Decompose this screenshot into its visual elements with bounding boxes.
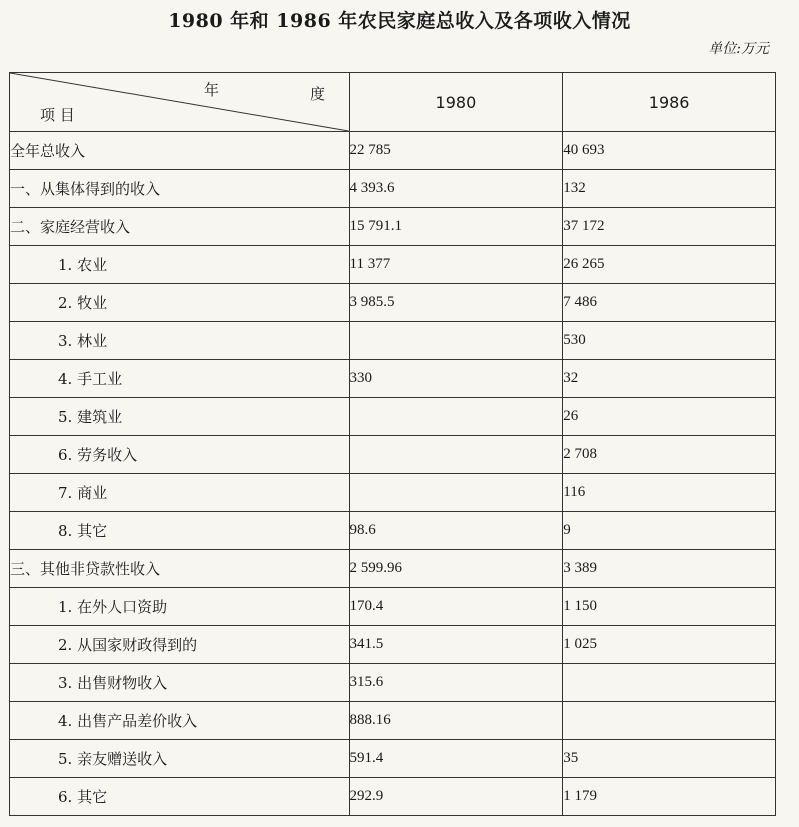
row-label: 1. 农业 bbox=[10, 246, 350, 284]
table-row bbox=[10, 702, 776, 740]
value-1980 bbox=[349, 474, 563, 512]
row-label: 8. 其它 bbox=[10, 512, 350, 550]
table-row bbox=[10, 398, 776, 436]
table-row bbox=[10, 778, 776, 816]
row-label: 2. 牧业 bbox=[10, 284, 350, 322]
row-label: 5. 亲友赠送收入 bbox=[10, 740, 350, 778]
table-row bbox=[10, 664, 776, 702]
value-1980: 888.16 bbox=[349, 702, 563, 740]
row-label: 4. 出售产品差价收入 bbox=[10, 702, 350, 740]
value-1980: 2 599.96 bbox=[349, 550, 563, 588]
value-1980 bbox=[349, 436, 563, 474]
corner-item-label: 项 目 bbox=[40, 106, 75, 124]
value-1980: 330 bbox=[349, 360, 563, 398]
value-1986: 132 bbox=[563, 170, 776, 208]
table-row bbox=[10, 208, 776, 246]
table-row bbox=[10, 322, 776, 360]
row-label: 7. 商业 bbox=[10, 474, 350, 512]
table-row bbox=[10, 626, 776, 664]
value-1986: 26 bbox=[563, 398, 776, 436]
unit-label: 单位:万元 bbox=[708, 41, 769, 57]
value-1980: 22 785 bbox=[349, 132, 563, 170]
row-label: 全年总收入 bbox=[10, 132, 350, 170]
value-1980: 341.5 bbox=[349, 626, 563, 664]
value-1980 bbox=[349, 398, 563, 436]
value-1986: 530 bbox=[563, 322, 776, 360]
value-1980: 3 985.5 bbox=[349, 284, 563, 322]
value-1980: 15 791.1 bbox=[349, 208, 563, 246]
value-1986: 7 486 bbox=[563, 284, 776, 322]
table-row bbox=[10, 360, 776, 398]
income-table bbox=[9, 72, 776, 816]
corner-year-label: 年 bbox=[204, 81, 220, 99]
row-label: 5. 建筑业 bbox=[10, 398, 350, 436]
value-1986: 26 265 bbox=[563, 246, 776, 284]
value-1980 bbox=[349, 322, 563, 360]
value-1980: 98.6 bbox=[349, 512, 563, 550]
header-row bbox=[10, 73, 776, 132]
table-body bbox=[10, 132, 776, 816]
table-row bbox=[10, 436, 776, 474]
corner-du-label: 度 bbox=[310, 85, 326, 103]
value-1986: 116 bbox=[563, 474, 776, 512]
table-row bbox=[10, 512, 776, 550]
value-1986 bbox=[563, 702, 776, 740]
corner-header-cell bbox=[10, 73, 350, 132]
row-label: 一、从集体得到的收入 bbox=[10, 170, 350, 208]
row-label: 三、其他非贷款性收入 bbox=[10, 550, 350, 588]
value-1980: 11 377 bbox=[349, 246, 563, 284]
value-1986: 1 025 bbox=[563, 626, 776, 664]
value-1980: 292.9 bbox=[349, 778, 563, 816]
row-label: 6. 劳务收入 bbox=[10, 436, 350, 474]
value-1986: 3 389 bbox=[563, 550, 776, 588]
value-1980: 315.6 bbox=[349, 664, 563, 702]
row-label: 3. 出售财物收入 bbox=[10, 664, 350, 702]
value-1980: 591.4 bbox=[349, 740, 563, 778]
table-row bbox=[10, 132, 776, 170]
value-1986: 1 179 bbox=[563, 778, 776, 816]
table-row bbox=[10, 474, 776, 512]
row-label: 3. 林业 bbox=[10, 322, 350, 360]
value-1986: 9 bbox=[563, 512, 776, 550]
value-1986: 37 172 bbox=[563, 208, 776, 246]
col-header-1980: 1980 bbox=[349, 73, 563, 132]
value-1986 bbox=[563, 664, 776, 702]
row-label: 4. 手工业 bbox=[10, 360, 350, 398]
table-row bbox=[10, 588, 776, 626]
value-1986: 1 150 bbox=[563, 588, 776, 626]
value-1986: 35 bbox=[563, 740, 776, 778]
row-label: 二、家庭经营收入 bbox=[10, 208, 350, 246]
row-label: 1. 在外人口资助 bbox=[10, 588, 350, 626]
row-label: 2. 从国家财政得到的 bbox=[10, 626, 350, 664]
value-1986: 32 bbox=[563, 360, 776, 398]
table-row bbox=[10, 246, 776, 284]
table-row bbox=[10, 170, 776, 208]
row-label: 6. 其它 bbox=[10, 778, 350, 816]
table-title: 1980 年和 1986 年农民家庭总收入及各项收入情况 bbox=[168, 10, 631, 32]
value-1980: 4 393.6 bbox=[349, 170, 563, 208]
table-row bbox=[10, 284, 776, 322]
value-1986: 40 693 bbox=[563, 132, 776, 170]
table-row bbox=[10, 550, 776, 588]
col-header-1986: 1986 bbox=[563, 73, 776, 132]
value-1986: 2 708 bbox=[563, 436, 776, 474]
value-1980: 170.4 bbox=[349, 588, 563, 626]
table-row bbox=[10, 740, 776, 778]
